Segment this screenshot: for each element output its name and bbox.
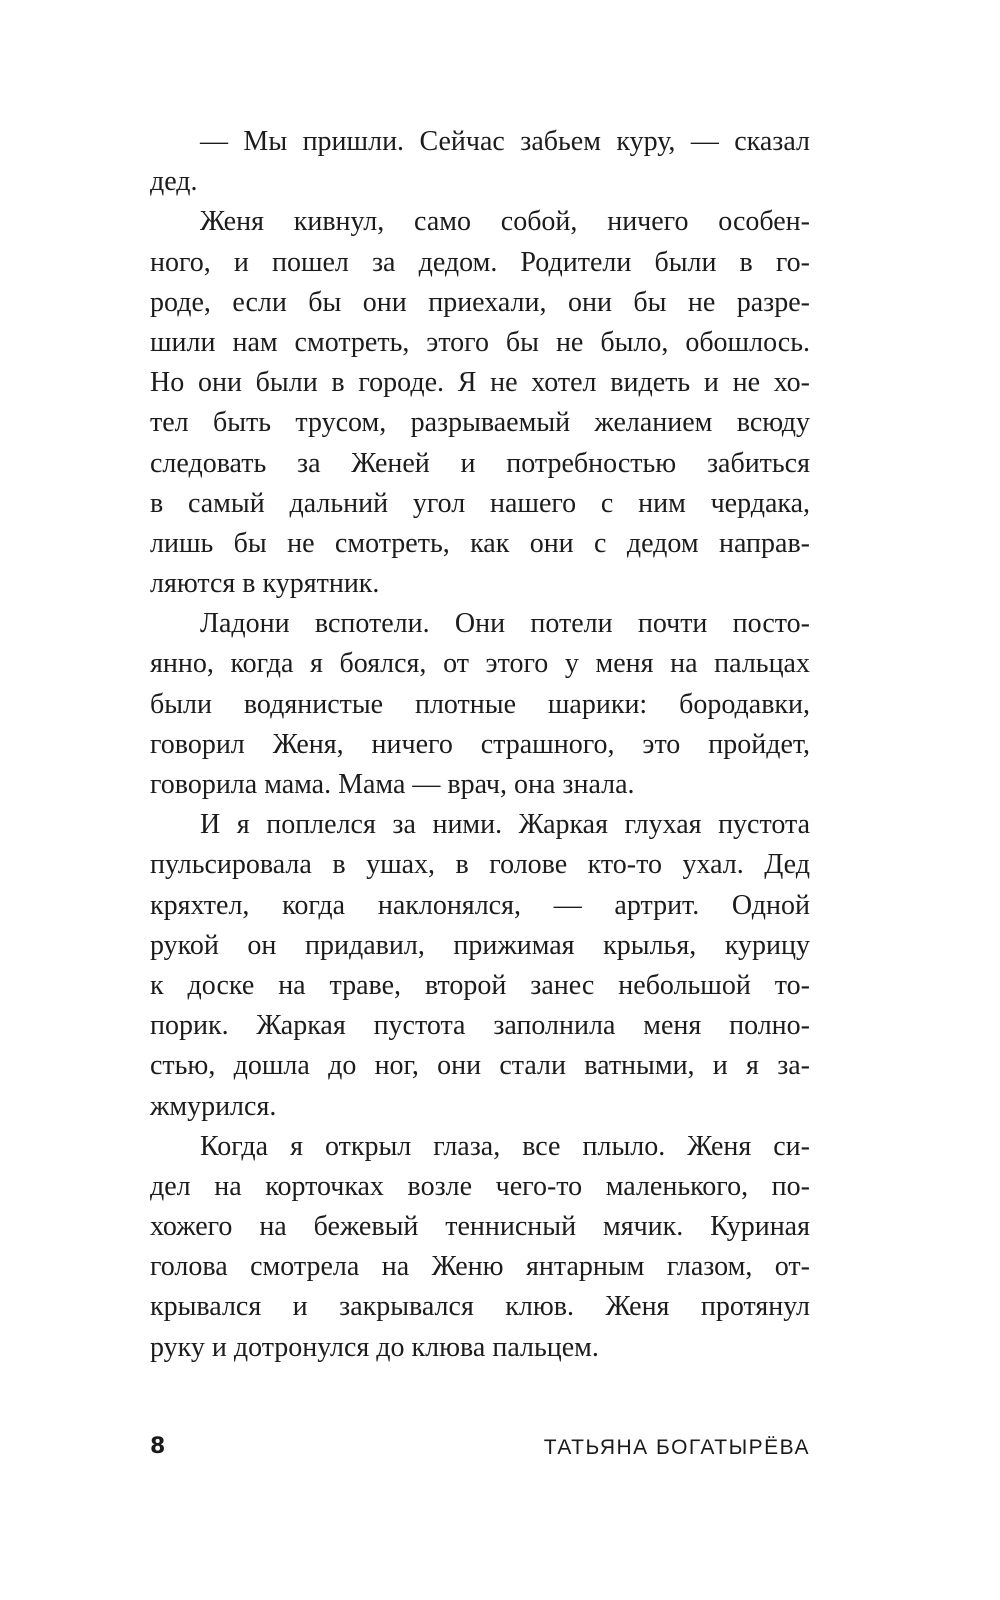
text-line: ного, и пошел за дедом. Родители были в го- bbox=[150, 246, 810, 278]
text-line: тел быть трусом, разрываемый желанием всюду bbox=[150, 407, 810, 439]
text-line: роде, если бы они приехали, они бы не разре- bbox=[150, 286, 810, 318]
text-line: жмурился. bbox=[150, 1090, 277, 1122]
text-line: стью, дошла до ног, они стали ватными, и я за- bbox=[150, 1050, 810, 1082]
text-line: руку и дотронулся до клюва пальцем. bbox=[150, 1331, 599, 1363]
running-footer-author: ТАТЬЯНА БОГАТЫРЁВА bbox=[543, 1436, 810, 1459]
text-line: кряхтел, когда наклонялся, — артрит. Одной bbox=[150, 889, 810, 921]
body-text bbox=[150, 122, 810, 1368]
text-line: И я поплелся за ними. Жаркая глухая пустота bbox=[200, 809, 810, 841]
text-line: пульсировала в ушах, в голове кто-то ухал. Дед bbox=[150, 849, 810, 881]
text-line: голова смотрела на Женю янтарным глазом, от- bbox=[150, 1251, 810, 1283]
page-number: 8 bbox=[150, 1434, 166, 1459]
text-line: были водянистые плотные шарики: бородавки, bbox=[150, 688, 810, 720]
text-line: порик. Жаркая пустота заполнила меня полно- bbox=[150, 1010, 810, 1042]
paragraph bbox=[150, 122, 810, 202]
text-line: Женя кивнул, само собой, ничего особен- bbox=[200, 206, 810, 238]
text-line: дед. bbox=[150, 166, 198, 198]
text-line: крывался и закрывался клюв. Женя протянул bbox=[150, 1291, 810, 1323]
text-line: говорил Женя, ничего страшного, это пройдет, bbox=[150, 728, 810, 760]
paragraph bbox=[150, 202, 810, 604]
text-line: лишь бы не смотреть, как они с дедом направ- bbox=[150, 527, 810, 559]
paragraph bbox=[150, 805, 810, 1127]
text-line: Но они были в городе. Я не хотел видеть и не хо- bbox=[150, 367, 810, 399]
text-line: Когда я открыл глаза, все плыло. Женя си- bbox=[200, 1130, 810, 1162]
text-line: к доске на траве, второй занес небольшой то- bbox=[150, 969, 810, 1001]
paragraph bbox=[150, 1127, 810, 1368]
text-line: — Мы пришли. Сейчас забьем куру, — сказал bbox=[200, 126, 810, 157]
text-line: янно, когда я боялся, от этого у меня на пальцах bbox=[150, 648, 810, 680]
text-line: рукой он придавил, прижимая крылья, курицу bbox=[150, 929, 810, 961]
text-line: хожего на бежевый теннисный мячик. Куриная bbox=[150, 1211, 810, 1243]
text-line: ляются в курятник. bbox=[150, 568, 380, 600]
paragraph bbox=[150, 604, 810, 805]
text-line: Ладони вспотели. Они потели почти посто- bbox=[200, 608, 810, 640]
text-line: говорила мама. Мама — врач, она знала. bbox=[150, 769, 635, 800]
text-line: следовать за Женей и потребностью забиться bbox=[150, 447, 810, 479]
text-line: дел на корточках возле чего-то маленького, по- bbox=[150, 1170, 810, 1202]
text-line: шили нам смотреть, этого бы не было, обошлось. bbox=[150, 326, 810, 358]
text-line: в самый дальний угол нашего с ним чердака, bbox=[150, 487, 810, 519]
